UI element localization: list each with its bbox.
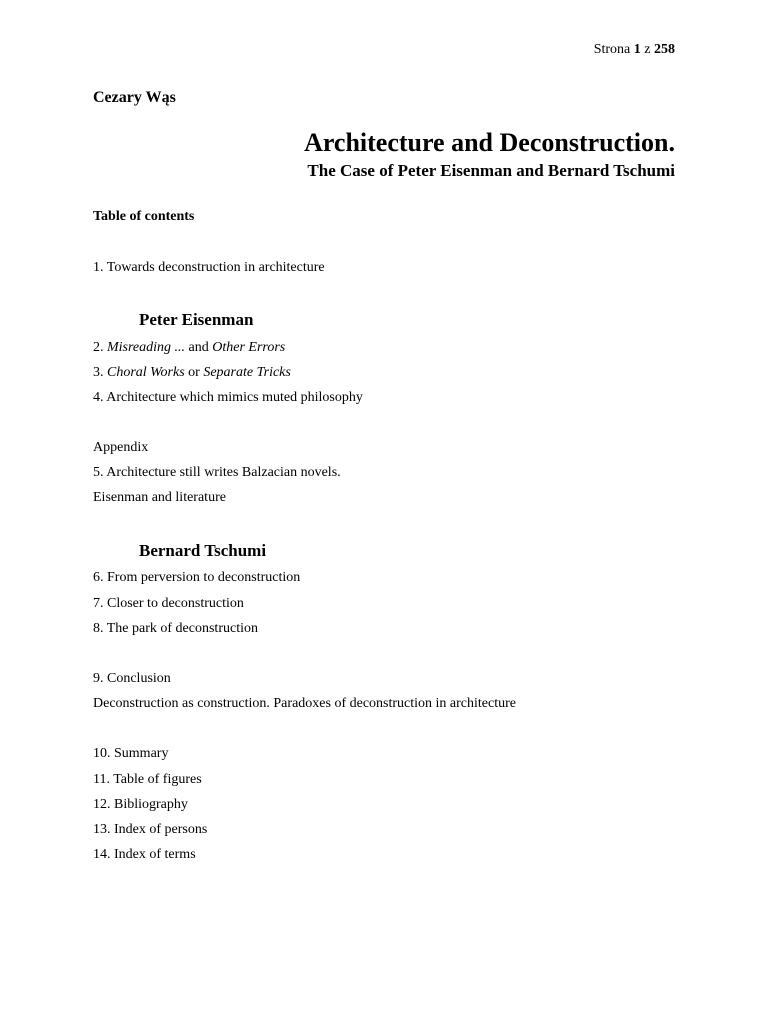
toc-item-2-title-b: Other Errors <box>212 340 286 355</box>
page-current: 1 <box>633 42 641 57</box>
toc-appendix-label: Appendix <box>93 440 149 455</box>
toc-item-3-number: 3. <box>93 365 104 380</box>
toc-item-14: 14. Index of terms <box>93 847 196 862</box>
toc-item-5-subtitle: Eisenman and literature <box>93 490 226 505</box>
toc-item-3-conjunction: or <box>188 365 200 380</box>
toc-item-2 <box>93 340 285 356</box>
page-prefix: Strona <box>593 42 631 57</box>
toc-item-12: 12. Bibliography <box>93 797 188 812</box>
toc-item-5: 5. Architecture still writes Balzacian novels. <box>93 465 341 480</box>
author-name: Cezary Wąs <box>93 89 176 106</box>
toc-item-3-title-a: Choral Works <box>107 365 185 380</box>
page-separator: z <box>644 42 651 57</box>
toc-item-2-number: 2. <box>93 340 104 355</box>
section-heading-eisenman: Peter Eisenman <box>139 310 254 329</box>
section-heading-tschumi: Bernard Tschumi <box>139 541 267 560</box>
toc-item-2-conjunction: and <box>188 340 209 355</box>
toc-item-10: 10. Summary <box>93 746 169 761</box>
toc-item-11: 11. Table of figures <box>93 772 202 787</box>
page-total: 258 <box>654 42 675 57</box>
toc-item-13: 13. Index of persons <box>93 822 208 837</box>
toc-item-3-title-b: Separate Tricks <box>203 365 291 380</box>
toc-item-9-subtitle: Deconstruction as construction. Paradoxes of deconstruction in architecture <box>93 696 516 711</box>
toc-item-8: 8. The park of deconstruction <box>93 621 258 636</box>
toc-item-6: 6. From perversion to deconstruction <box>93 570 301 585</box>
toc-item-4: 4. Architecture which mimics muted philosophy <box>93 390 363 405</box>
document-subtitle: The Case of Peter Eisenman and Bernard Tschumi <box>307 161 675 180</box>
toc-item-2-title-a: Misreading ... <box>107 340 186 355</box>
toc-item-1: 1. Towards deconstruction in architecture <box>93 260 325 275</box>
toc-item-9: 9. Conclusion <box>93 671 171 686</box>
page-counter <box>594 42 675 58</box>
toc-item-3 <box>93 365 291 381</box>
toc-item-7: 7. Closer to deconstruction <box>93 596 244 611</box>
document-title: Architecture and Deconstruction. <box>304 128 675 157</box>
toc-heading: Table of contents <box>93 209 195 224</box>
